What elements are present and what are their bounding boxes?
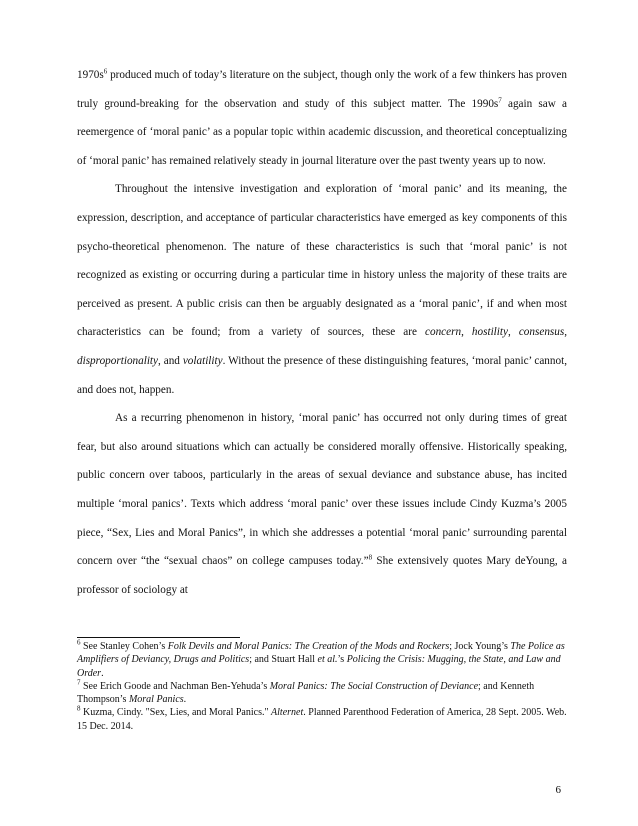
text-run: , xyxy=(461,326,472,339)
term-concern: concern xyxy=(425,326,462,339)
text-run: Throughout the intensive investigation and exploration of ‘moral panic’ and its meaning, the expression, description, and acceptance of particular characteristics have emerged as key components of this psycho-theoretical phenomenon. The nature of these characteristics is such that ‘moral panic’ is not recognized as existing or occurring during a particular time in history unless the majority of these traits are perceived as present. A public crisis can then be arguably designated as a ‘moral panic’, if and when most characteristics can be found; from a variety of sources, these are xyxy=(77,183,567,339)
text-run: ; and Kenneth Thompson’s xyxy=(77,680,535,706)
cited-title: Policing the Crisis: Mugging, the State, and Law and Order xyxy=(77,654,561,679)
paragraph-3 xyxy=(77,404,567,604)
text-run: See Erich Goode and Nachman Ben-Yehuda’s xyxy=(80,680,270,692)
text-run: As a recurring phenomenon in history, ‘moral panic’ has occurred not only during times of great fear, but also around situations which can actually be considered morally offensive. Historically speaking, public concern over taboos, particularly in the areas of sexual deviance and substance abuse, has incited multiple ‘moral panics’. Texts which address ‘moral panic’ over these issues include Cindy Kuzma’s 2005 piece, “Sex, Lies and Moral Panics”, in which she addresses a potential ‘moral panic’ surrounding parental concern over “the “sexual chaos” on college campuses today.” xyxy=(77,412,567,568)
term-consensus: consensus xyxy=(518,326,565,339)
term-volatility: volatility xyxy=(182,354,223,367)
footnote-7 xyxy=(77,680,567,707)
term-hostility: hostility xyxy=(471,326,508,339)
text-run: ’s xyxy=(337,654,347,666)
cited-title: Moral Panics: The Social Construction of Deviance xyxy=(269,680,479,692)
text-run: Kuzma, Cindy. "Sex, Lies, and Moral Panics." xyxy=(80,707,272,719)
text-run: , xyxy=(564,326,568,339)
text-run: . xyxy=(101,667,104,679)
paragraph-2 xyxy=(77,175,567,404)
cited-title: Folk Devils and Moral Panics: The Creation of the Mods and Rockers xyxy=(167,641,450,652)
et-al: et al. xyxy=(317,654,338,666)
footnote-ref-7: 7 xyxy=(498,95,502,104)
footnote-8 xyxy=(77,706,567,733)
page-number: 6 xyxy=(555,784,561,796)
footnote-number: 7 xyxy=(77,678,81,687)
footnote-separator xyxy=(77,637,240,638)
text-run: See Stanley Cohen’s xyxy=(80,641,168,652)
text-run: 1970s xyxy=(77,69,104,81)
footnote-6 xyxy=(77,640,567,680)
text-run: . Planned Parenthood Federation of America, 28 Sept. 2005. Web. 15 Dec. 2014. xyxy=(77,707,567,732)
text-run: . Without the presence of these distinguishing features, ‘moral panic’ cannot, and does not, happen. xyxy=(77,354,567,396)
text-run: again saw a reemergence of ‘moral panic’ as a popular topic within academic discussion, and theoretical conceptualizing of ‘moral panic’ has remained relatively steady in journal literature over the past twenty years up to now. xyxy=(77,97,568,167)
text-run: . xyxy=(183,694,187,706)
cited-title: The Police as Amplifiers of Deviancy, Drugs and Politics xyxy=(77,641,565,666)
term-disproportionality: disproportionality xyxy=(77,354,159,367)
text-run: , xyxy=(507,326,519,339)
paragraph-1 xyxy=(77,61,567,175)
text-run: She extensively quotes Mary deYoung, a professor of sociology at xyxy=(77,555,568,596)
footnote-ref-6: 6 xyxy=(103,67,108,76)
footnote-number: 8 xyxy=(77,705,81,714)
text-run: , and xyxy=(158,354,183,367)
text-run: produced much of today’s literature on the subject, though only the work of a few thinkers has proven truly ground-breaking for the observation and study of this subject matter. The 1990s xyxy=(77,69,567,110)
cited-title: Alternet xyxy=(271,707,304,719)
footnote-number: 6 xyxy=(77,638,81,647)
text-run: ; Jock Young’s xyxy=(449,641,511,652)
text-run: ; and Stuart Hall xyxy=(249,654,318,666)
cited-title: Moral Panics xyxy=(128,694,184,706)
footnotes xyxy=(77,640,567,733)
body-text xyxy=(77,61,567,604)
footnote-ref-8: 8 xyxy=(368,553,373,562)
